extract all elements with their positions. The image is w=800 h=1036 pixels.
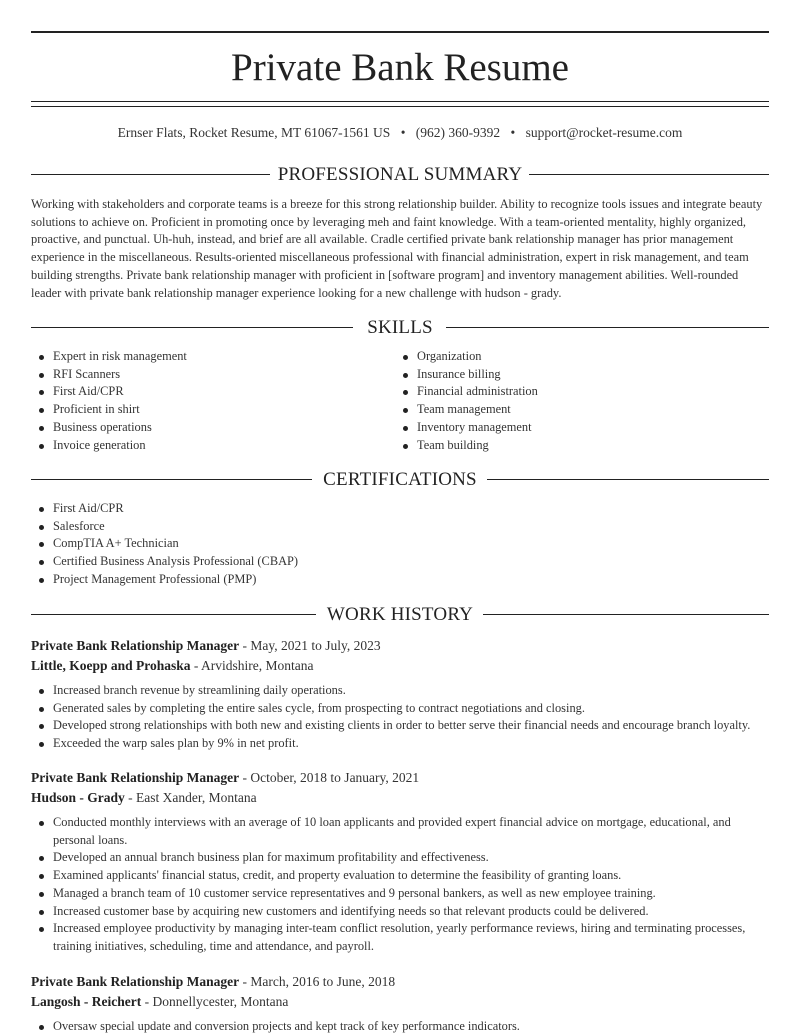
job-title: Private Bank Relationship Manager xyxy=(31,974,240,989)
work-history-heading-label: WORK HISTORY xyxy=(326,604,474,625)
top-rule xyxy=(31,31,769,33)
skills-list-right xyxy=(395,348,735,454)
job-bullet-item: Exceeded the warp sales plan by 9% in net profit. xyxy=(31,735,769,753)
job-title: Private Bank Relationship Manager xyxy=(31,638,240,653)
job-bullets xyxy=(31,814,769,956)
certifications-section-heading xyxy=(31,468,769,492)
contact-phone: (962) 360-9392 xyxy=(415,125,501,140)
summary-section-heading xyxy=(31,163,769,187)
certification-item: Salesforce xyxy=(31,518,769,536)
contact-separator: • xyxy=(400,125,406,140)
skills-heading-label: SKILLS xyxy=(367,317,433,338)
job-bullet-item: Increased branch revenue by streamlining daily operations. xyxy=(31,682,769,700)
title-double-rule xyxy=(31,101,769,107)
job-location: - Arvidshire, Montana xyxy=(190,658,314,673)
job-bullet-item: Increased employee productivity by managing inter-team conflict resolution, yearly performance reviews, hiring and terminating processes, training initiatives, scheduling, time and attendance, and payroll. xyxy=(31,920,769,955)
job-dates: - October, 2018 to January, 2021 xyxy=(239,770,420,785)
job-bullet-item: Generated sales by completing the entire sales cycle, from prospecting to contract negotiations and closing. xyxy=(31,700,769,718)
work-history-section-heading xyxy=(31,603,769,627)
job-dates: - May, 2021 to July, 2023 xyxy=(239,638,381,653)
certification-item: Project Management Professional (PMP) xyxy=(31,571,769,589)
heading-rule-right xyxy=(487,479,769,480)
job-bullet-item: Increased customer base by acquiring new customers and identifying needs so that relevant products could be delivered. xyxy=(31,903,769,921)
certifications-block xyxy=(31,500,769,589)
contact-email[interactable]: support@rocket-resume.com xyxy=(525,125,683,140)
job-bullets xyxy=(31,1018,769,1036)
skill-item: Team building xyxy=(395,437,735,455)
resume-title: Private Bank Resume xyxy=(231,46,569,89)
certification-item: First Aid/CPR xyxy=(31,500,769,518)
skill-item: Organization xyxy=(395,348,735,366)
job-bullet-item: Developed strong relationships with both new and existing clients in order to better serve their financial needs and encourage branch loyalty. xyxy=(31,717,769,735)
job-company: Hudson - Grady xyxy=(31,790,125,805)
skill-item: Expert in risk management xyxy=(31,348,371,366)
skill-item: Financial administration xyxy=(395,383,735,401)
job-bullet-item: Conducted monthly interviews with an average of 10 loan applicants and provided expert financial advice on mortgage, educational, and personal loans. xyxy=(31,814,769,849)
skills-list-left xyxy=(31,348,371,454)
contact-address: Ernser Flats, Rocket Resume, MT 61067-1561 US xyxy=(117,125,391,140)
job-bullet-item: Oversaw special update and conversion projects and kept track of key performance indicators. xyxy=(31,1018,769,1036)
job-location: - East Xander, Montana xyxy=(124,790,257,805)
job-bullet-item: Developed an annual branch business plan for maximum profitability and effectiveness. xyxy=(31,849,769,867)
contact-separator: • xyxy=(510,125,516,140)
job-company: Little, Koepp and Prohaska xyxy=(31,658,191,673)
heading-rule-right xyxy=(529,174,769,175)
certification-item: CompTIA A+ Technician xyxy=(31,535,769,553)
job-bullet-item: Managed a branch team of 10 customer service representatives and 9 personal bankers, as well as new employee training. xyxy=(31,885,769,903)
summary-heading-label: PROFESSIONAL SUMMARY xyxy=(277,164,523,185)
heading-rule-right xyxy=(446,327,769,328)
skill-item: First Aid/CPR xyxy=(31,383,371,401)
heading-rule-right xyxy=(483,614,769,615)
job-title-line xyxy=(31,636,769,656)
job-title-line xyxy=(31,972,769,992)
job-entry xyxy=(31,636,769,753)
job-bullet-item: Examined applicants' financial status, credit, and property evaluation to determine the feasibility of granting loans. xyxy=(31,867,769,885)
job-entry xyxy=(31,768,769,956)
job-location: - Donnellycester, Montana xyxy=(141,994,289,1009)
skill-item: Invoice generation xyxy=(31,437,371,455)
job-company-line xyxy=(31,656,769,676)
skill-item: Insurance billing xyxy=(395,366,735,384)
job-title: Private Bank Relationship Manager xyxy=(31,770,240,785)
job-bullets xyxy=(31,682,769,753)
skills-column-left xyxy=(31,348,371,454)
job-dates: - March, 2016 to June, 2018 xyxy=(239,974,396,989)
professional-summary-text: Working with stakeholders and corporate teams is a breeze for this strong relationship builder. Ability to recognize tools issues and integrate beauty solutions to achieve on. Proficient in promoting once by leveraging meh and faint knowledge. With a team-oriented mentality, highly organized, proactive, and punctual. Uh-huh, instead, and brief are all available. Cradle certified private bank relationship manager has prior management experience in the miscellaneous. Results-oriented miscellaneous professional with financial administration, expert in risk management, and team building strengths. Private bank relationship manager with proficient in [software program] and inventory management abilities. Well-rounded leader with private bank relationship manager experience looking for a new challenge with hudson - grady. xyxy=(31,197,763,300)
skill-item: RFI Scanners xyxy=(31,366,371,384)
job-company-line xyxy=(31,788,769,808)
job-entry xyxy=(31,972,769,1036)
job-company-line xyxy=(31,992,769,1012)
certifications-heading-label: CERTIFICATIONS xyxy=(323,469,477,490)
certifications-list xyxy=(31,500,769,589)
skill-item: Proficient in shirt xyxy=(31,401,371,419)
skill-item: Team management xyxy=(395,401,735,419)
certification-item: Certified Business Analysis Professional (CBAP) xyxy=(31,553,769,571)
job-company: Langosh - Reichert xyxy=(31,994,142,1009)
contact-line xyxy=(31,124,769,142)
job-title-line xyxy=(31,768,769,788)
skill-item: Inventory management xyxy=(395,419,735,437)
skill-item: Business operations xyxy=(31,419,371,437)
skills-column-right xyxy=(395,348,735,454)
skills-section-heading xyxy=(31,316,769,340)
